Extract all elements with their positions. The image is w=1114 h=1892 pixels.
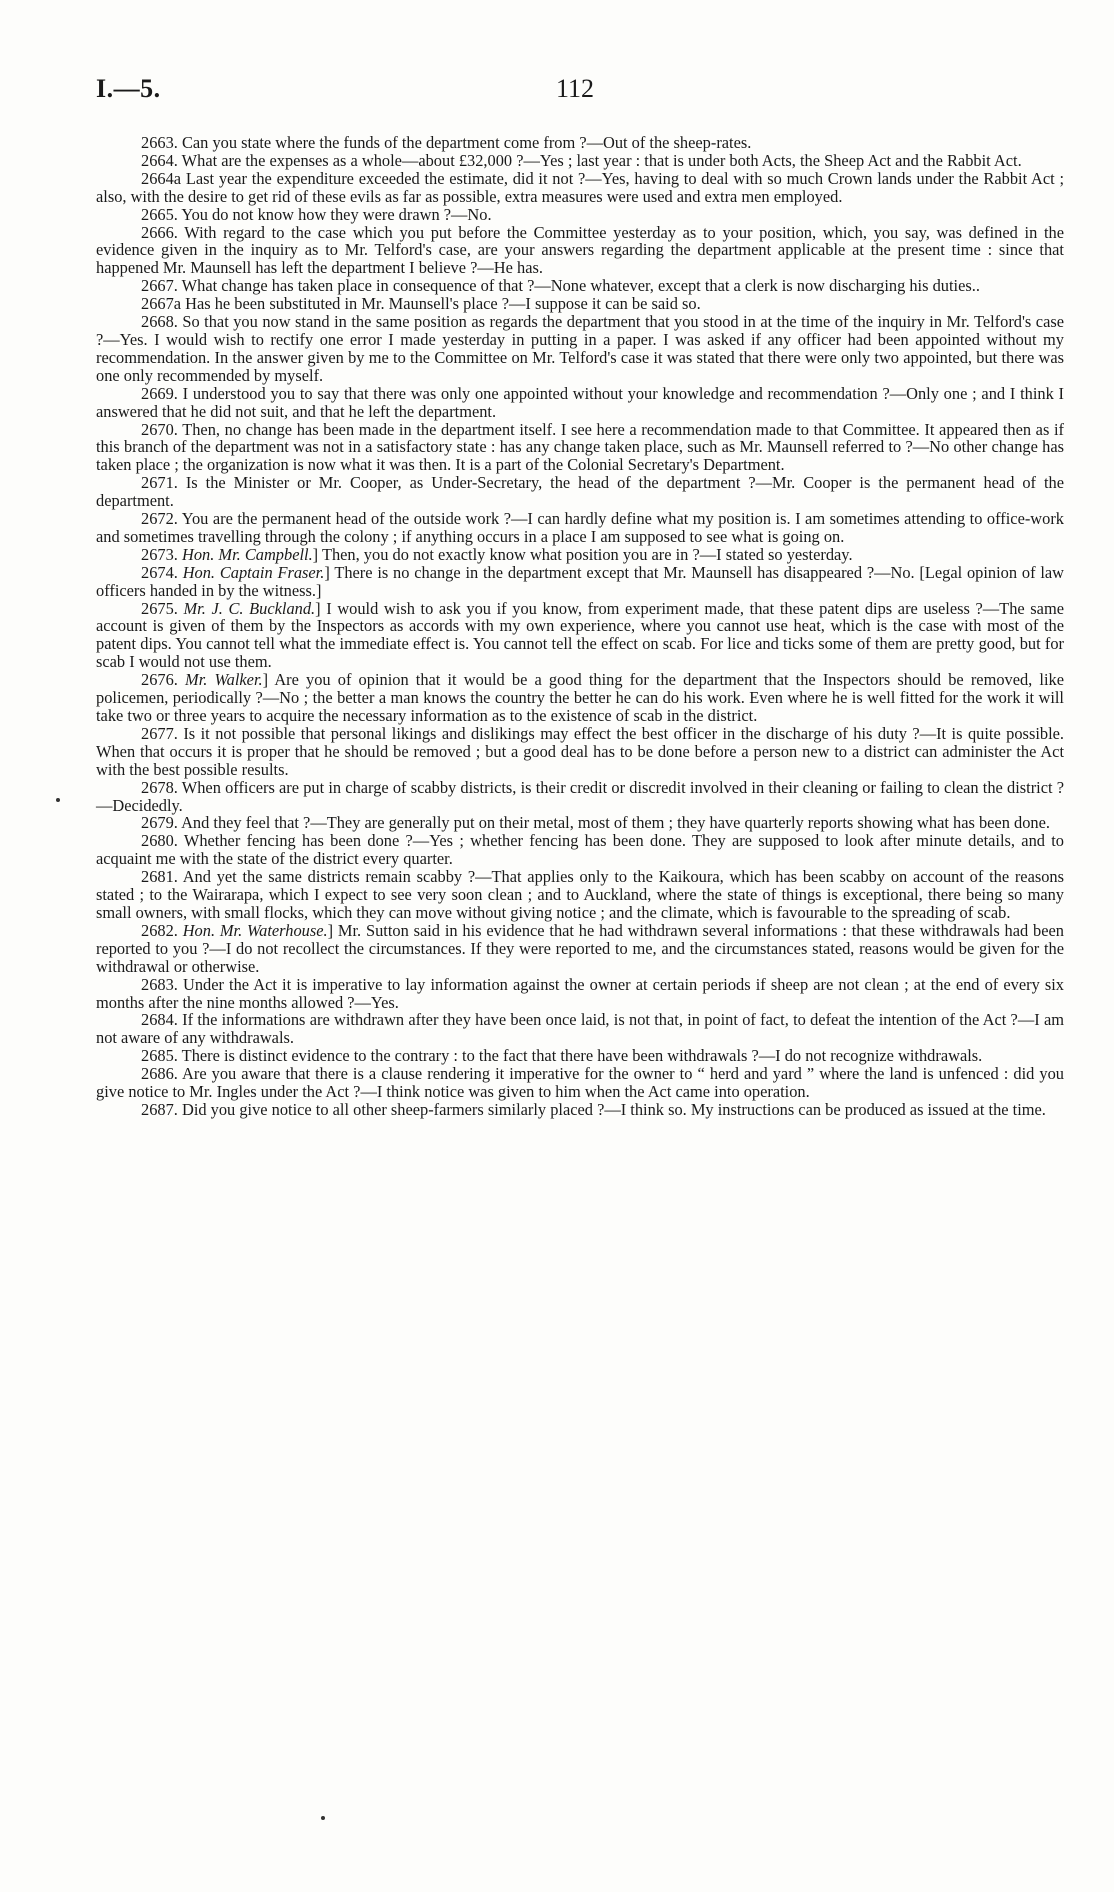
paragraph: 2666. With regard to the case which you put before the Committee yesterday as to your position, which, you say, was defined in the evidence given in the inquiry as to Mr. Telford's case, are your answers regarding the department applicable at the present time : since that happened Mr. Maunsell has left the department I believe ?—He has. <box>96 222 1064 278</box>
speaker-name: Mr. J. C. Buckland. <box>183 598 316 618</box>
paragraph: 2684. If the informations are withdrawn after they have been once laid, is not that, in point of fact, to defeat the intention of the Act ?—I am not aware of any withdrawals. <box>96 1010 1064 1048</box>
paragraph: 2668. So that you now stand in the same position as regards the department that you stood in at the time of the inquiry in Mr. Telford's case ?—Yes. I would wish to rectify one error I made yesterday in putting in a paper. I was asked if any officer had been appointed without my recommendation. In the answer given by me to the Committee on Mr. Telford's case it was stated that there were only two appointed, but there was one only recommended by myself. <box>96 312 1064 385</box>
paragraph: 2673. Hon. Mr. Campbell.] Then, you do not exactly know what position you are in ?—I stated so yesterday. <box>141 544 853 564</box>
paragraph: 2669. I understood you to say that there was only one appointed without your knowledge and recommendation ?—Only one ; and I think I answered that he did not suit, and that he left the department. <box>96 383 1064 421</box>
question-number: 2673. <box>141 544 178 564</box>
paragraph-text: There is no change in the department except that Mr. Maunsell has disappeared ?—No. [Legal opinion of law officers handed in by the witness.] <box>96 562 1064 600</box>
question-number: 2676. <box>141 670 178 690</box>
paragraph: 2664. What are the expenses as a whole—about £32,000 ?—Yes ; last year : that is under both Acts, the Sheep Act and the Rabbit Act. <box>141 150 1022 170</box>
paragraph: 2680. Whether fencing has been done ?—Yes ; whether fencing has been done. They are supposed to look after minute details, and to acquaint me with the state of the district every quarter. <box>96 831 1064 869</box>
paragraph: 2685. There is distinct evidence to the contrary : to the fact that there have been withdrawals ?—I do not recognize withdrawals. <box>141 1046 983 1066</box>
paragraph: 2663. Can you state where the funds of the department come from ?—Out of the sheep-rates. <box>141 133 752 152</box>
paragraph: 2664a Last year the expenditure exceeded the estimate, did it not ?—Yes, having to deal with so much Crown lands under the Rabbit Act ; also, with the desire to get rid of these evils as far as possible, extra measures were used and extra men employed. <box>96 168 1064 206</box>
paragraph: 2671. Is the Minister or Mr. Cooper, as Under-Secretary, the head of the department ?—Mr. Cooper is the permanent head of the department. <box>96 473 1064 511</box>
paragraph: 2676. Mr. Walker.] Are you of opinion that it would be a good thing for the department that the Inspectors should be removed, like policemen, periodically ?—No ; the better a man knows the country the better he can do his work. Even where he is well fitted for the work it will take two or three years to acquire the necessary information as to the existence of scab in the district. <box>96 670 1064 725</box>
paragraph-text: Then, you do not exactly know what position you are in ?—I stated so yesterday. <box>321 544 853 564</box>
ink-speck <box>321 1816 325 1820</box>
page-number: 112 <box>555 74 595 103</box>
paragraph: 2665. You do not know how they were drawn ?—No. <box>141 204 492 224</box>
document-body <box>96 134 1064 1119</box>
paragraph: 2677. Is it not possible that personal likings and dislikings may effect the best officer in the discharge of his duty ?—It is quite possible. When that occurs it is proper that he should be removed ; but a good deal has to be done before a person new to a district can administer the Act with the best possible results. <box>96 723 1064 779</box>
paragraph: 2667a Has he been substituted in Mr. Maunsell's place ?—I suppose it can be said so. <box>141 294 701 314</box>
paragraph: 2674. Hon. Captain Fraser.] There is no change in the department except that Mr. Maunsell has disappeared ?—No. [Legal opinion of law officers handed in by the witness.] <box>96 562 1064 600</box>
speaker-name: Hon. Captain Fraser. <box>182 562 325 582</box>
question-number: 2675. <box>141 598 178 618</box>
paragraph: 2667. What change has taken place in consequence of that ?—None whatever, except that a clerk is now discharging his duties.. <box>141 276 980 296</box>
paragraph: 2675. Mr. J. C. Buckland.] I would wish to ask you if you know, from experiment made, that these patent dips are useless ?—The same account is given of them by the Inspectors as accords with my own experience, where you cannot use heat, which is the case with most of the patent dips. You cannot tell what the immediate effect is. You cannot tell the effect on scab. For lice and ticks some of them are pretty good, but for scab I would not use them. <box>96 598 1064 672</box>
ink-speck <box>56 798 60 802</box>
page-header <box>96 74 1054 108</box>
paragraph-text: Mr. Sutton said in his evidence that he had withdrawn several informations : that these withdrawals had been reported to you ?—I do not recollect the circumstances. If they were reported to me, and the circumstances stated, reasons would be given for the withdrawal or otherwise. <box>96 920 1064 976</box>
speaker-name: Hon. Mr. Campbell. <box>182 544 313 564</box>
paragraph: 2679. And they feel that ?—They are generally put on their metal, most of them ; they have quarterly reports showing what has been done. <box>141 813 1050 833</box>
page-reference: I.—5. <box>96 74 161 103</box>
paragraph: 2683. Under the Act it is imperative to lay information against the owner at certain periods if sheep are not clean ; at the end of every six months after the nine months allowed ?—Yes. <box>96 974 1064 1012</box>
paragraph: 2681. And yet the same districts remain scabby ?—That applies only to the Kaikoura, which has been scabby on account of the reasons stated ; to the Wairarapa, which I expect to see very soon clean ; and to Auckland, where the state of things is exceptional, there being so many small owners, with small flocks, which they can move without giving notice ; and the climate, which is favourable to the spreading of scab. <box>96 867 1064 922</box>
paragraph: 2686. Are you aware that there is a clause rendering it imperative for the owner to “ herd and yard ” where the land is unfenced : did you give notice to Mr. Ingles under the Act ?—I think notice was given to him when the Act came into operation. <box>96 1064 1064 1102</box>
paragraph: 2687. Did you give notice to all other sheep-farmers similarly placed ?—I think so. My instructions can be produced as issued at the time. <box>141 1099 1046 1119</box>
question-number: 2682. <box>141 920 178 940</box>
question-number: 2674. <box>141 562 178 582</box>
speaker-name: Hon. Mr. Waterhouse. <box>182 920 328 940</box>
paragraph-text: I would wish to ask you if you know, from experiment made, that these patent dips are useless ?—The same account is given of them by the Inspectors as accords with my own experience, where you cannot use heat, which is the case with most of the patent dips. You cannot tell what the immediate effect is. You cannot tell the effect on scab. For lice and ticks some of them are pretty good, but for scab I would not use them. <box>96 598 1064 672</box>
paragraph: 2682. Hon. Mr. Waterhouse.] Mr. Sutton said in his evidence that he had withdrawn several informations : that these withdrawals had been reported to you ?—I do not recollect the circumstances. If they were reported to me, and the circumstances stated, reasons would be given for the withdrawal or otherwise. <box>96 920 1064 976</box>
paragraph: 2670. Then, no change has been made in the department itself. I see here a recommendation made to that Committee. It appeared then as if this branch of the department was not in a satisfactory state : has any change taken place, such as Mr. Maunsell referred to ?—No other change has taken place ; the organization is now what it was then. It is a part of the Colonial Secretary's Department. <box>96 419 1064 475</box>
paragraph-text: Are you of opinion that it would be a good thing for the department that the Inspectors should be removed, like policemen, periodically ?—No ; the better a man knows the country the better he can do his work. Even where he is well fitted for the work it will take two or three years to acquire the necessary information as to the existence of scab in the district. <box>96 670 1064 725</box>
speaker-name: Mr. Walker. <box>185 670 263 690</box>
paragraph: 2672. You are the permanent head of the outside work ?—I can hardly define what my position is. I am sometimes attending to office-work and sometimes travelling through the colony ; if anything occurs in a place I am supposed to see what is going on. <box>96 509 1064 546</box>
paragraph: 2678. When officers are put in charge of scabby districts, is their credit or discredit involved in their cleaning or failing to clean the district ?—Decidedly. <box>96 777 1064 815</box>
